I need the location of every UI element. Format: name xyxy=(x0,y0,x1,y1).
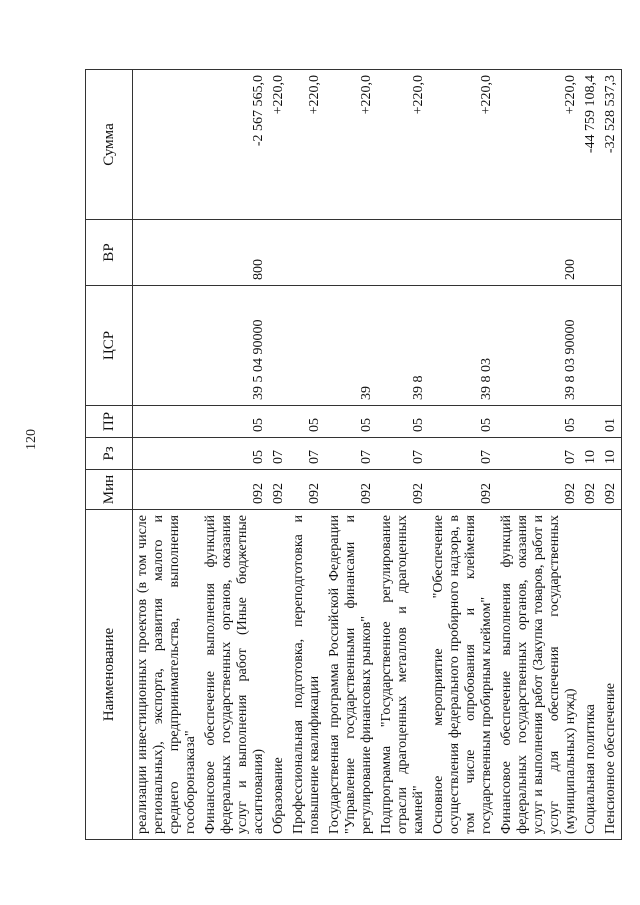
row-rz: 07 xyxy=(325,438,377,470)
row-csr: 39 5 04 90000 xyxy=(201,286,269,406)
row-rz: 07 xyxy=(497,438,581,470)
col-header-csr: ЦСР xyxy=(86,286,133,406)
row-pr: 05 xyxy=(429,406,497,438)
row-sum: +220,0 xyxy=(377,70,429,220)
row-pr: 05 xyxy=(377,406,429,438)
row-min: 092 xyxy=(201,470,269,510)
row-sum: +220,0 xyxy=(429,70,497,220)
row-csr xyxy=(269,286,289,406)
col-header-rz: Рз xyxy=(86,438,133,470)
col-header-pr: ПР xyxy=(86,406,133,438)
row-csr xyxy=(601,286,622,406)
rotated-table-area xyxy=(85,70,618,840)
row-rz: 10 xyxy=(581,438,601,470)
row-name: реализации инвестиционных проектов (в том числе региональных), экспорта, развития малого и среднего предпринимательства, выполнения гособоронзаказа" xyxy=(133,510,202,840)
table-row xyxy=(581,70,601,840)
table-row xyxy=(133,70,202,840)
row-rz: 05 xyxy=(201,438,269,470)
row-csr: 39 8 03 90000 xyxy=(497,286,581,406)
row-sum: +220,0 xyxy=(325,70,377,220)
row-vr xyxy=(429,220,497,286)
row-name: Социальная политика xyxy=(581,510,601,840)
row-min: 092 xyxy=(497,470,581,510)
row-sum: -44 759 108,4 xyxy=(581,70,601,220)
row-name: Основное мероприятие "Обеспечение осуществления федерального пробирного надзора, в том числе опробования и клеймения государственным пробирным клеймом" xyxy=(429,510,497,840)
row-min: 092 xyxy=(269,470,289,510)
table-header-row xyxy=(86,70,133,840)
row-name: Государственная программа Российской Федерации "Управление государственными финансами и регулирование финансовых рынков" xyxy=(325,510,377,840)
row-pr: 05 xyxy=(497,406,581,438)
row-vr xyxy=(377,220,429,286)
row-vr xyxy=(289,220,325,286)
row-rz xyxy=(133,438,202,470)
row-vr xyxy=(133,220,202,286)
table-row xyxy=(429,70,497,840)
row-pr: 05 xyxy=(325,406,377,438)
row-sum: +220,0 xyxy=(497,70,581,220)
table-row xyxy=(289,70,325,840)
row-vr: 800 xyxy=(201,220,269,286)
row-name: Пенсионное обеспечение xyxy=(601,510,622,840)
row-sum: +220,0 xyxy=(289,70,325,220)
row-vr xyxy=(325,220,377,286)
table-row xyxy=(601,70,622,840)
table-row xyxy=(325,70,377,840)
row-min: 092 xyxy=(325,470,377,510)
row-vr xyxy=(581,220,601,286)
row-min: 092 xyxy=(289,470,325,510)
col-header-min: Мин xyxy=(86,470,133,510)
row-csr xyxy=(289,286,325,406)
row-pr xyxy=(269,406,289,438)
page-number: 120 xyxy=(24,429,39,450)
row-sum: +220,0 xyxy=(269,70,289,220)
row-name: Финансовое обеспечение выполнения функций федеральных государственных органов, оказания услуг и выполнения работ (Закупка товаров, работ и услуг для обеспечения государственных (муниципальных) нужд) xyxy=(497,510,581,840)
col-header-vr: ВР xyxy=(86,220,133,286)
row-rz: 07 xyxy=(429,438,497,470)
row-vr xyxy=(601,220,622,286)
row-pr: 01 xyxy=(601,406,622,438)
row-min: 092 xyxy=(429,470,497,510)
row-name: Подпрограмма "Государственное регулирование отрасли драгоценных металлов и драгоценных камней" xyxy=(377,510,429,840)
row-name: Образование xyxy=(269,510,289,840)
row-csr xyxy=(581,286,601,406)
row-min: 092 xyxy=(377,470,429,510)
col-header-sum: Сумма xyxy=(86,70,133,220)
table-row xyxy=(497,70,581,840)
row-csr: 39 8 03 xyxy=(429,286,497,406)
row-name: Финансовое обеспечение выполнения функций федеральных государственных органов, оказания услуг и выполнения работ (Иные бюджетные ассигнования) xyxy=(201,510,269,840)
row-sum: -32 528 537,3 xyxy=(601,70,622,220)
table-row xyxy=(201,70,269,840)
row-rz: 07 xyxy=(377,438,429,470)
row-pr: 05 xyxy=(289,406,325,438)
row-name: Профессиональная подготовка, переподготовка и повышение квалификации xyxy=(289,510,325,840)
row-csr: 39 xyxy=(325,286,377,406)
row-min xyxy=(133,470,202,510)
row-pr xyxy=(581,406,601,438)
row-rz: 10 xyxy=(601,438,622,470)
row-sum xyxy=(133,70,202,220)
budget-table xyxy=(85,69,622,840)
row-csr: 39 8 xyxy=(377,286,429,406)
row-rz: 07 xyxy=(269,438,289,470)
col-header-name: Наименование xyxy=(86,510,133,840)
row-pr xyxy=(133,406,202,438)
row-vr: 200 xyxy=(497,220,581,286)
row-sum: -2 567 565,0 xyxy=(201,70,269,220)
row-min: 092 xyxy=(601,470,622,510)
row-min: 092 xyxy=(581,470,601,510)
row-pr: 05 xyxy=(201,406,269,438)
row-vr xyxy=(269,220,289,286)
table-row xyxy=(377,70,429,840)
row-csr xyxy=(133,286,202,406)
table-row xyxy=(269,70,289,840)
row-rz: 07 xyxy=(289,438,325,470)
